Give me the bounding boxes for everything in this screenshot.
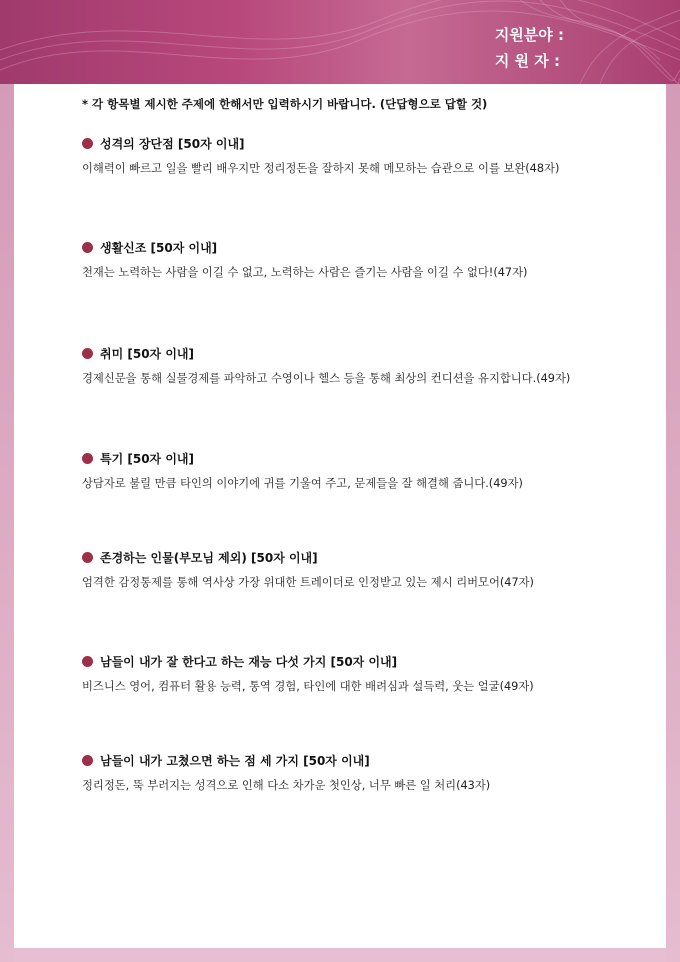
section-title xyxy=(82,548,602,568)
section-title xyxy=(82,134,602,154)
left-margin-border xyxy=(0,84,14,962)
section-title xyxy=(82,449,602,469)
section-title xyxy=(82,751,602,771)
bullet-icon xyxy=(82,656,93,667)
section-title-text: 생활신조 [50자 이내] xyxy=(100,241,218,255)
section-motto xyxy=(82,238,602,285)
section-personality xyxy=(82,134,602,181)
section-title-text: 성격의 장단점 [50자 이내] xyxy=(100,137,245,151)
section-answer: 상담자로 불릴 만큼 타인의 이야기에 귀를 기울여 주고, 문제들을 잘 해결해 줍니다.(49자) xyxy=(82,477,523,490)
section-answer: 정리정돈, 뚝 부러지는 성격으로 인해 다소 차가운 첫인상, 너무 빠른 일 처리(43자) xyxy=(82,779,491,792)
bullet-icon xyxy=(82,242,93,253)
applicant-info xyxy=(495,22,564,74)
instruction-notice: * 각 항목별 제시한 주제에 한해서만 입력하시기 바랍니다. (단답형으로 답할 것) xyxy=(82,97,488,111)
bullet-icon xyxy=(82,138,93,149)
section-title xyxy=(82,238,602,258)
bullet-icon xyxy=(82,552,93,563)
page-header-banner xyxy=(0,0,680,84)
bullet-icon xyxy=(82,348,93,359)
section-answer: 비즈니스 영어, 컴퓨터 활용 능력, 통역 경험, 타인에 대한 배려심과 설득력, 웃는 얼굴(49자) xyxy=(82,680,534,693)
applicant-label: 지 원 자 : xyxy=(494,52,560,70)
section-talents xyxy=(82,652,602,699)
section-title-text: 존경하는 인물(부모님 제외) [50자 이내] xyxy=(100,551,318,565)
section-title xyxy=(82,652,602,672)
section-title-text: 특기 [50자 이내] xyxy=(100,452,194,466)
section-answer: 천재는 노력하는 사람을 이길 수 없고, 노력하는 사람은 즐기는 사람을 이길 수 없다!(47자) xyxy=(82,266,528,279)
field-label: 지원분야 : xyxy=(494,26,564,44)
section-answer: 엄격한 감정통제를 통해 역사상 가장 위대한 트레이더로 인정받고 있는 제시 리버모어(47자) xyxy=(82,576,534,589)
wave-decoration xyxy=(0,0,680,84)
section-title xyxy=(82,344,602,364)
bullet-icon xyxy=(82,453,93,464)
section-improvements xyxy=(82,751,602,798)
right-margin-border xyxy=(666,84,680,962)
bullet-icon xyxy=(82,755,93,766)
section-role-model xyxy=(82,548,602,595)
section-specialty xyxy=(82,449,602,496)
section-title-text: 남들이 내가 고쳤으면 하는 점 세 가지 [50자 이내] xyxy=(100,754,370,768)
section-hobby xyxy=(82,344,602,391)
section-title-text: 남들이 내가 잘 한다고 하는 재능 다섯 가지 [50자 이내] xyxy=(100,655,398,669)
section-answer: 경제신문을 통해 실물경제를 파악하고 수영이나 헬스 등을 통해 최상의 컨디션을 유지합니다.(49자) xyxy=(82,372,571,385)
document-page xyxy=(14,84,666,948)
section-answer: 이해력이 빠르고 일을 빨리 배우지만 정리정돈을 잘하지 못해 메모하는 습관으로 이를 보완(48자) xyxy=(82,162,560,175)
section-title-text: 취미 [50자 이내] xyxy=(100,347,194,361)
